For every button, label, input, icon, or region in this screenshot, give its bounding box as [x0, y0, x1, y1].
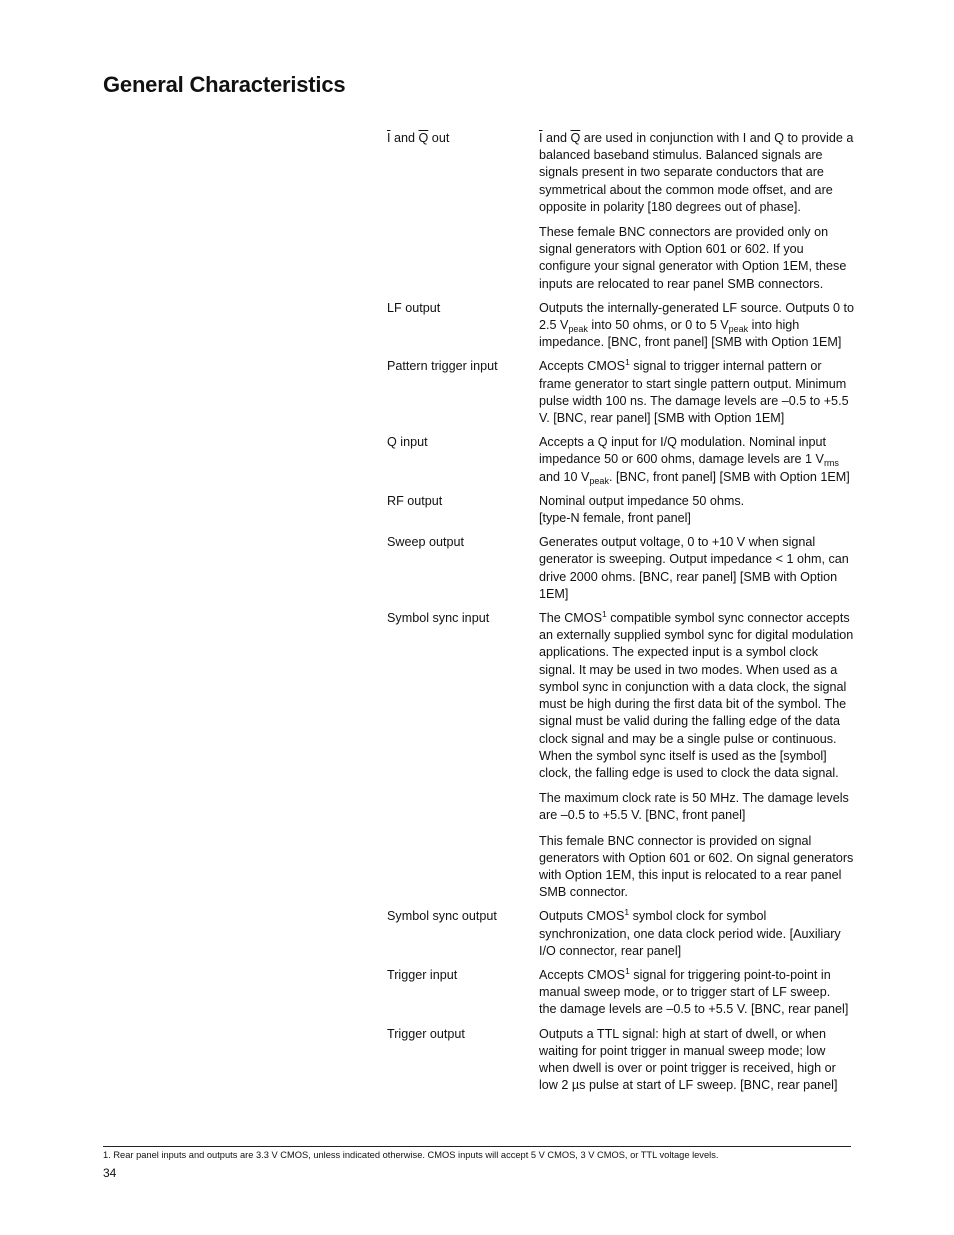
spec-label: Sweep output	[387, 535, 465, 550]
spec-description: The CMOS$^1$ compatible symbol sync connector accepts an externally supplied symbol sync for digital modulation applications. The expected input is a symbol clock signal. It may be used in two modes. When used as a symbol sync in conjunction with a data clock, the signal must be high during the first data bit of the symbol. The signal must be valid during the falling edge of the data clock signal and may be a single pulse or continuous. When the symbol sync itself is used as the [symbol] clock, the falling edge is used to clock the data signal. The maximum clock rate is 50 MHz. The damage levels are –0.5 to +5.5 V. [BNC, front panel] This female BNC connector is provided on signal generators with Option 601 or 602. On signal generators with Option 1EM, this input is relocated to a rear panel SMB connector.	[539, 609, 854, 900]
spec-description: Generates output voltage, 0 to +10 V when signal generator is sweeping. Output impedance < 1 ohm, can drive 2000 ohms. [BNC, rear panel] [SMB with Option 1EM]	[539, 535, 849, 601]
spec-label: $\overline{I}$ and $\overline{Q}$ out	[387, 131, 450, 145]
spec-description: Accepts CMOS$^1$ signal for triggering point-to-point in manual sweep mode, or to trigger start of LF sweep. the damage levels are –0.5 to +5.5 V. [BNC, rear panel]	[539, 965, 849, 1017]
page-title: General Characteristics	[103, 72, 346, 97]
spec-description: Outputs a TTL signal: high at start of dwell, or when waiting for point trigger in manual sweep mode; low when dwell is over or point trigger is received, high or low 2 µs pulse at start of LF sweep. [BNC, rear panel]	[539, 1026, 838, 1093]
footnote-ref: 1	[624, 907, 630, 918]
spec-row-symbol-sync-input	[387, 610, 857, 901]
spec-label: Symbol sync output	[387, 909, 497, 924]
spec-row-q-input	[387, 434, 857, 486]
spec-label: Symbol sync input	[387, 611, 490, 626]
spec-label: Trigger input	[387, 967, 458, 982]
spec-row-lf-output	[387, 300, 857, 352]
spec-label: Trigger output	[387, 1026, 465, 1041]
spec-row-trigger-output	[387, 1026, 857, 1095]
spec-row-symbol-sync-output	[387, 908, 857, 960]
footnote-ref: 1	[625, 357, 630, 368]
spec-label: LF output	[387, 300, 441, 315]
spec-description: Accepts a Q input for I/Q modulation. Nominal input impedance 50 or 600 ohms, damage levels are 1 $V_{rms}$ and 10 $V_{peak}$. [BNC, front panel] [SMB with Option 1EM]	[539, 435, 850, 486]
spec-description: Accepts CMOS$^1$ signal to trigger internal pattern or frame generator to start single pattern output. Minimum pulse width 100 ns. The damage levels are –0.5 to +5.5 V. [BNC, rear panel] [SMB with Option 1EM]	[539, 357, 849, 426]
spec-label: Q input	[387, 435, 428, 450]
page-number: 34	[103, 1166, 117, 1180]
spec-description: Outputs the internally-generated LF source. Outputs 0 to 2.5 $V_{peak}$ into 50 ohms, or 0 to 5 $V_{peak}$ into high impedance. [BNC, front panel] [SMB with Option 1EM]	[539, 300, 855, 350]
spec-description: Nominal output impedance 50 ohms. [type-N female, front panel]	[539, 493, 745, 526]
spec-label: RF output	[387, 493, 443, 508]
spec-table	[387, 130, 857, 1101]
footnote-divider	[103, 1146, 851, 1147]
footnote: 1. Rear panel inputs and outputs are 3.3 V CMOS, unless indicated otherwise. CMOS inputs will accept 5 V CMOS, 3 V CMOS, or TTL voltage levels.	[103, 1150, 719, 1160]
footnote-ref: 1	[625, 965, 630, 976]
spec-description: Outputs CMOS$^1$ symbol clock for symbol synchronization, one data clock period wide. [Auxiliary I/O connector, rear panel]	[539, 907, 841, 958]
spec-label: Pattern trigger input	[387, 359, 498, 374]
spec-row-sweep-output	[387, 534, 857, 603]
spec-row-rf-output	[387, 493, 857, 527]
spec-row-iq-out	[387, 130, 857, 293]
spec-row-pattern-trigger-input	[387, 358, 857, 427]
spec-description: $\overline{I}$ and $\overline{Q}$ are used in conjunction with I and Q to provide a balanced baseband stimulus. Balanced signals are signals present in two separate conductors that are symmetrical about the common mode offset, and are opposite in polarity [180 degrees out of phase]. These female BNC connectors are provided only on signal generators with Option 601 or 602. If you configure your signal generator with Option 1EM, these inputs are relocated to rear panel SMB connectors.	[539, 131, 854, 291]
footnote-ref: 1	[601, 609, 607, 620]
spec-row-trigger-input	[387, 967, 857, 1019]
